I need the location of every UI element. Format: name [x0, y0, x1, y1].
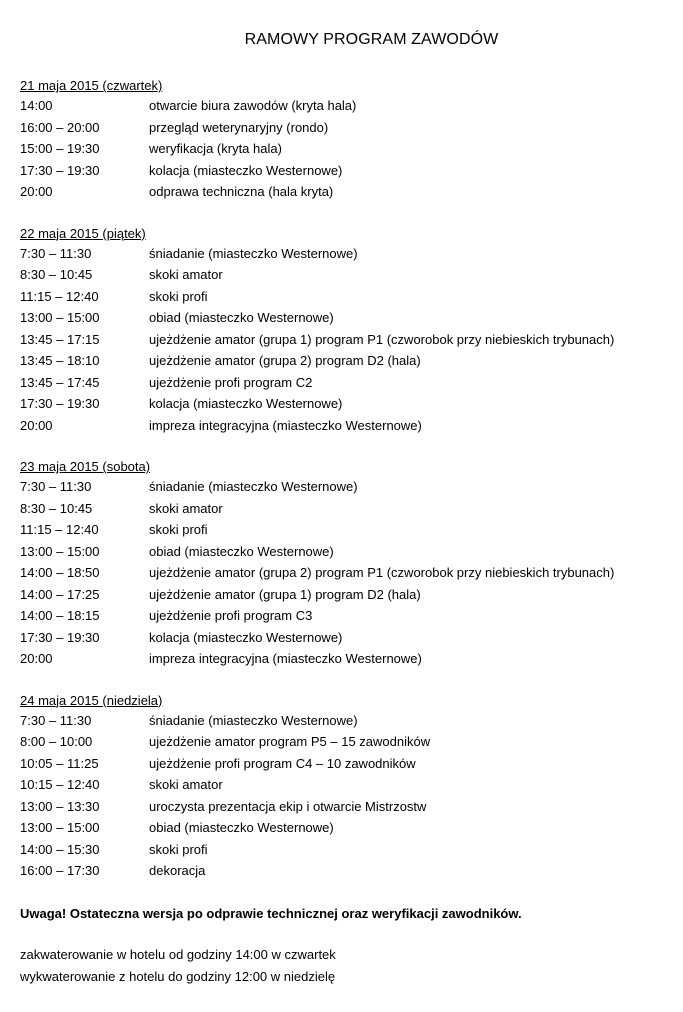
schedule-row — [20, 350, 663, 372]
schedule-row — [20, 839, 663, 861]
schedule-row — [20, 796, 663, 818]
schedule-event: uroczysta prezentacja ekip i otwarcie Mistrzostw — [149, 798, 427, 814]
schedule-time: 16:00 – 17:30 — [20, 863, 100, 878]
schedule-row — [20, 160, 663, 182]
day-heading: 22 maja 2015 (piątek) — [20, 225, 146, 241]
schedule-row — [20, 415, 663, 437]
schedule-time: 14:00 – 15:30 — [20, 841, 100, 857]
schedule-event: ujeżdżenie profi program C2 — [149, 374, 313, 390]
day-section — [20, 77, 663, 203]
schedule-event: odprawa techniczna (hala kryta) — [149, 184, 334, 199]
schedule-time: 14:00 – 18:50 — [20, 565, 100, 580]
schedule-event: skoki amator — [149, 267, 223, 282]
day-section — [20, 692, 663, 882]
schedule-time: 13:45 – 17:15 — [20, 331, 100, 347]
schedule-event: przegląd weterynaryjny (rondo) — [149, 119, 329, 135]
schedule-time: 8:00 – 10:00 — [20, 734, 93, 749]
schedule-row — [20, 774, 663, 796]
schedule-row — [20, 117, 663, 139]
schedule-event: weryfikacja (kryta hala) — [149, 141, 282, 156]
schedule-row — [20, 393, 663, 415]
schedule-time: 10:15 – 12:40 — [20, 777, 100, 792]
schedule-row — [20, 605, 663, 627]
day-heading: 21 maja 2015 (czwartek) — [20, 78, 163, 93]
schedule-event: śniadanie (miasteczko Westernowe) — [149, 712, 358, 728]
schedule-time: 20:00 — [20, 184, 53, 199]
schedule-row — [20, 372, 663, 394]
schedule-time: 14:00 – 18:15 — [20, 608, 100, 623]
schedule-event: obiad (miasteczko Westernowe) — [149, 543, 334, 559]
day-section — [20, 458, 663, 670]
schedule-time: 10:05 – 11:25 — [20, 755, 99, 771]
notice-text: Uwaga! Ostateczna wersja po odprawie technicznej oraz weryfikacji zawodników. — [20, 905, 522, 921]
schedule-event: śniadanie (miasteczko Westernowe) — [149, 245, 358, 261]
schedule-row — [20, 307, 663, 329]
schedule-time: 11:15 – 12:40 — [20, 288, 99, 304]
schedule-event: skoki profi — [149, 288, 208, 304]
schedule-event: kolacja (miasteczko Westernowe) — [149, 396, 343, 411]
schedule-event: kolacja (miasteczko Westernowe) — [149, 162, 343, 178]
schedule-time: 13:00 – 15:00 — [20, 820, 100, 835]
schedule-event: otwarcie biura zawodów (kryta hala) — [149, 98, 357, 113]
schedule-row — [20, 562, 663, 584]
schedule-row — [20, 498, 663, 520]
schedule-time: 17:30 – 19:30 — [20, 162, 100, 178]
schedule-event: obiad (miasteczko Westernowe) — [149, 820, 334, 835]
schedule-time: 16:00 – 20:00 — [20, 119, 100, 135]
schedule-row — [20, 519, 663, 541]
schedule-row — [20, 648, 663, 670]
schedule-row — [20, 243, 663, 265]
schedule-event: skoki profi — [149, 522, 208, 537]
schedule-row — [20, 753, 663, 775]
schedule-event: ujeżdżenie amator program P5 – 15 zawodników — [149, 734, 431, 749]
schedule-event: ujeżdżenie profi program C4 – 10 zawodników — [149, 755, 416, 771]
schedule-event: obiad (miasteczko Westernowe) — [149, 310, 334, 325]
schedule — [20, 77, 663, 882]
day-heading: 23 maja 2015 (sobota) — [20, 459, 151, 474]
schedule-event: ujeżdżenie amator (grupa 2) program P1 (czworobok przy niebieskich trybunach) — [149, 565, 615, 580]
checkout-note: wykwaterowanie z hotelu do godziny 12:00 w niedzielę — [20, 968, 336, 984]
schedule-time: 20:00 — [20, 651, 53, 666]
schedule-time: 14:00 — [20, 98, 53, 113]
schedule-time: 20:00 — [20, 417, 53, 433]
schedule-time: 13:00 – 13:30 — [20, 798, 100, 814]
schedule-row — [20, 329, 663, 351]
schedule-event: ujeżdżenie amator (grupa 1) program D2 (hala) — [149, 586, 421, 602]
schedule-time: 8:30 – 10:45 — [20, 500, 93, 516]
schedule-row — [20, 817, 663, 839]
schedule-time: 7:30 – 11:30 — [20, 712, 92, 728]
page-title: RAMOWY PROGRAM ZAWODÓW — [244, 31, 499, 48]
checkin-note: zakwaterowanie w hotelu od godziny 14:00 w czwartek — [20, 946, 336, 962]
schedule-row — [20, 541, 663, 563]
schedule-row — [20, 95, 663, 117]
day-section — [20, 225, 663, 437]
schedule-event: skoki amator — [149, 777, 223, 792]
schedule-time: 13:00 – 15:00 — [20, 543, 100, 559]
schedule-row — [20, 286, 663, 308]
schedule-row — [20, 627, 663, 649]
schedule-event: kolacja (miasteczko Westernowe) — [149, 629, 343, 645]
schedule-row — [20, 138, 663, 160]
schedule-event: ujeżdżenie profi program C3 — [149, 608, 313, 623]
schedule-row — [20, 710, 663, 732]
schedule-time: 11:15 – 12:40 — [20, 522, 99, 537]
schedule-event: śniadanie (miasteczko Westernowe) — [149, 479, 358, 494]
schedule-row — [20, 476, 663, 498]
schedule-time: 13:00 – 15:00 — [20, 310, 100, 325]
schedule-time: 7:30 – 11:30 — [20, 245, 92, 261]
schedule-time: 13:45 – 18:10 — [20, 353, 100, 368]
day-heading: 24 maja 2015 (niedziela) — [20, 692, 163, 708]
schedule-event: impreza integracyjna (miasteczko Westernowe) — [149, 417, 422, 433]
schedule-event: ujeżdżenie amator (grupa 1) program P1 (czworobok przy niebieskich trybunach) — [149, 331, 615, 347]
schedule-time: 15:00 – 19:30 — [20, 141, 100, 156]
schedule-row — [20, 181, 663, 203]
schedule-time: 17:30 – 19:30 — [20, 629, 100, 645]
schedule-time: 7:30 – 11:30 — [20, 479, 92, 494]
schedule-row — [20, 584, 663, 606]
schedule-row — [20, 264, 663, 286]
footer-notes — [20, 944, 663, 988]
schedule-event: skoki profi — [149, 841, 208, 857]
schedule-time: 17:30 – 19:30 — [20, 396, 100, 411]
schedule-row — [20, 731, 663, 753]
schedule-event: impreza integracyjna (miasteczko Westernowe) — [149, 651, 422, 666]
schedule-row — [20, 860, 663, 882]
schedule-event: dekoracja — [149, 863, 206, 878]
schedule-time: 14:00 – 17:25 — [20, 586, 100, 602]
schedule-event: ujeżdżenie amator (grupa 2) program D2 (hala) — [149, 353, 421, 368]
schedule-event: skoki amator — [149, 500, 223, 516]
schedule-time: 13:45 – 17:45 — [20, 374, 100, 390]
schedule-time: 8:30 – 10:45 — [20, 267, 93, 282]
